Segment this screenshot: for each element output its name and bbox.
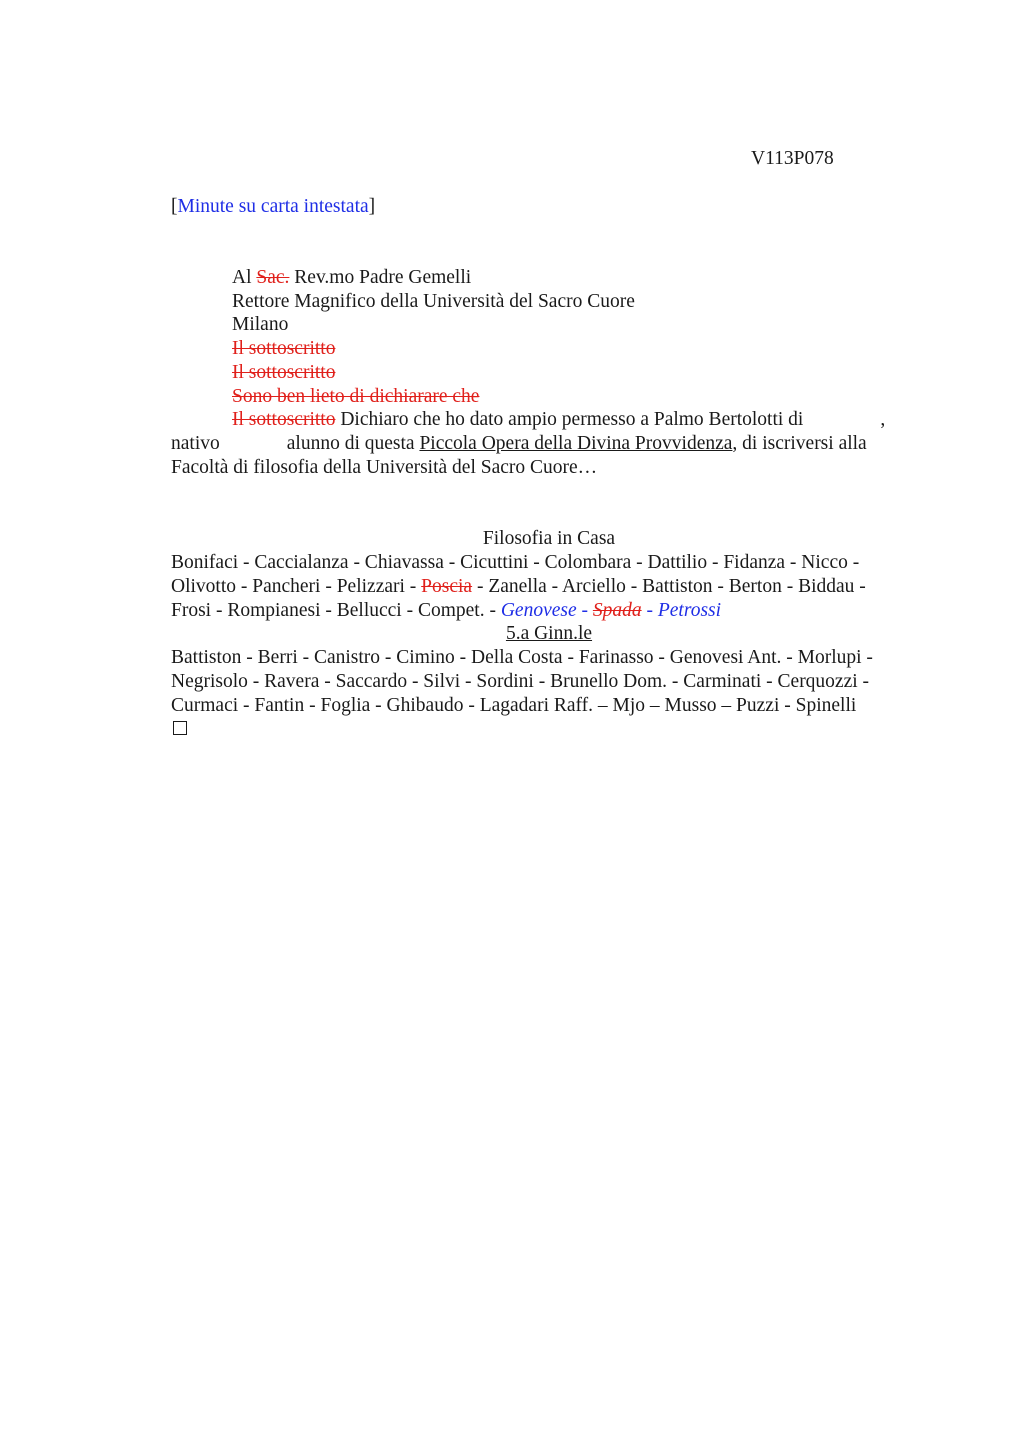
struck-poscia: Poscia [421, 576, 473, 597]
section1-line-2b: - Zanella - Arciello - Battiston - Berton - Biddau - [476, 576, 866, 597]
section2-names [171, 646, 931, 718]
paragraph-opera: Piccola Opera della Divina Provvidenza [419, 433, 733, 454]
section-title-filosofia: Filosofia in Casa [482, 528, 616, 549]
struck-line-1: Il sottoscritto [232, 338, 336, 360]
section1-names [171, 551, 931, 623]
section-title-ginnasio-text: 5.a Ginn.le [505, 623, 593, 644]
header-note [171, 195, 375, 219]
address-al: Al [232, 267, 252, 288]
address-city: Milano [232, 314, 289, 336]
paragraph-alunno: alunno di questa [286, 433, 415, 454]
section1-line-3 [171, 599, 931, 623]
struck-sac: Sac. [256, 267, 290, 288]
paragraph-text-2: , di iscriversi alla [732, 433, 867, 454]
paragraph-text-1: Dichiaro che ho dato ampio permesso a Palmo Bertolotti di [340, 409, 804, 430]
paragraph-line-1 [171, 408, 916, 432]
paragraph-nativo: nativo [171, 433, 220, 454]
section-title-ginnasio [171, 622, 927, 646]
paragraph-line-3: Facoltà di filosofia della Università del Sacro Cuore… [171, 457, 598, 478]
paragraph-comma: , [880, 409, 886, 430]
checkbox-icon [173, 721, 187, 735]
address-block [232, 266, 635, 408]
section2-line-2: Negrisolo - Ravera - Saccardo - Silvi - Sordini - Brunello Dom. - Carminati - Cerquozzi - [171, 671, 870, 692]
section2-line-1: Battiston - Berri - Canistro - Cimino - Della Costa - Farinasso - Genovesi Ant. - Morlupi - [171, 647, 873, 668]
struck-line-3: Sono ben lieto di dichiarare che [232, 385, 480, 407]
address-recipient-line [232, 266, 635, 290]
blue-petrossi: - Petrossi [646, 600, 722, 621]
header-note-open: [ [171, 196, 178, 217]
section2-line-3: Curmaci - Fantin - Foglia - Ghibaudo - Lagadari Raff. – Mjo – Musso – Puzzi - Spinelli [171, 695, 857, 716]
header-note-close: ] [368, 196, 376, 217]
struck-sottoscritto: Il sottoscritto [232, 409, 336, 430]
paragraph-line-2 [171, 432, 916, 456]
section1-line-1: Bonifaci - Caccialanza - Chiavassa - Cicuttini - Colombara - Dattilio - Fidanza - Nicco - [171, 552, 860, 573]
section1-line-3a: Frosi - Rompianesi - Bellucci - Compet. - [171, 600, 496, 621]
reference-code: V113P078 [751, 148, 834, 169]
body-paragraph [171, 408, 916, 480]
address-recipient: Rev.mo Padre Gemelli [294, 267, 472, 288]
section1-line-2 [171, 575, 931, 599]
address-title: Rettore Magnifico della Università del Sacro Cuore [232, 290, 635, 312]
struck-spada: Spada [592, 600, 642, 621]
header-note-text: Minute su carta intestata [177, 196, 369, 217]
section1-line-2a: Olivotto - Pancheri - Pelizzari - [171, 576, 417, 597]
struck-line-2: Il sottoscritto [232, 361, 336, 383]
blue-genovese: Genovese - [500, 600, 588, 621]
